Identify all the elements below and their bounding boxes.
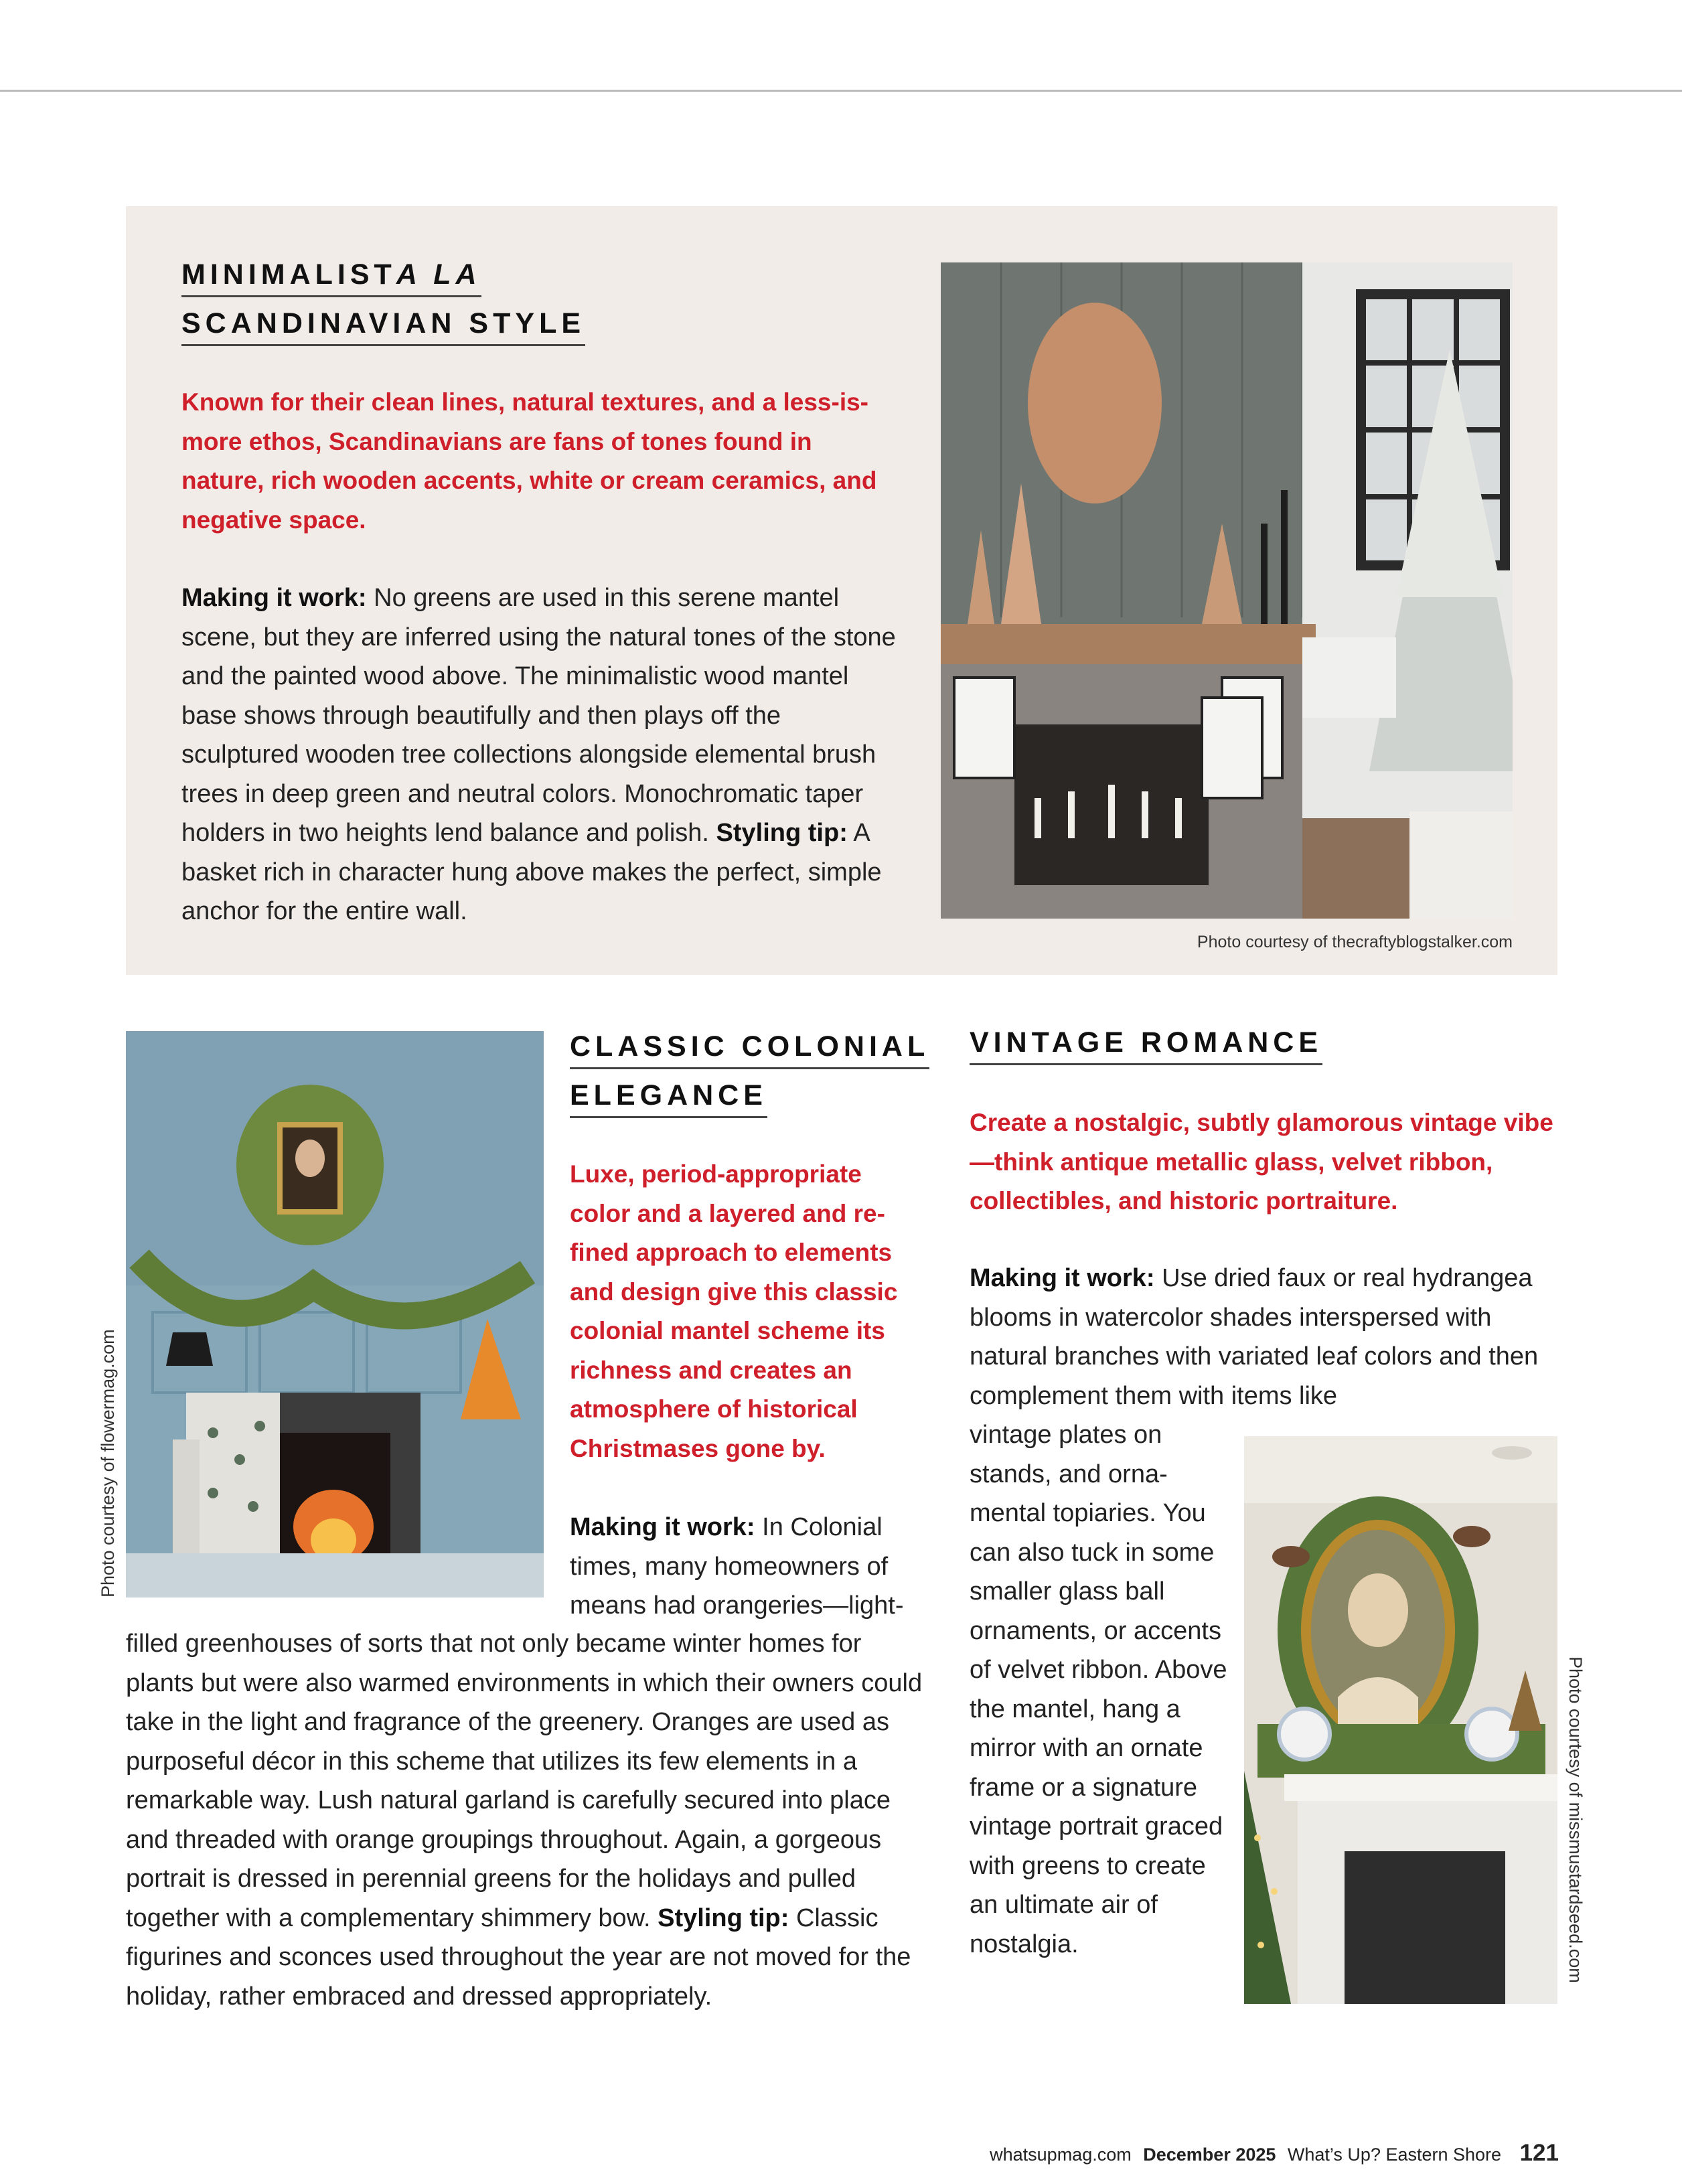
page-footer [990,2140,1559,2167]
body-text: No greens are used in this serene mantel scene, but they are inferred using the natural tones of the stone and the painted wood above. The minimalistic wood mantel base shows through beautifully and then plays off the sculptured wooden tree collections alongside elemental brush trees in deep green and neutral colors. Monochromatic taper holders in two heights lend balance and polish. [181,584,896,847]
colonial-body-wide [126,1624,924,2016]
scandinavian-photo-credit: Photo courtesy of thecraftyblogstalker.com [1197,933,1513,951]
vintage-body-narrow: vintage plates on stands, and ornamental topiaries. You can also tuck in some smaller glass ball ornaments, or accents of velvet ribbon. Above the mantel, hang a mirror with an ornate frame or a signature vintage portrait graced with greens to create an ultimate air of nostalgia. [970,1421,1227,1958]
body-text: filled greenhouses of sorts that not only became winter homes for plants but were also warmed environments in which their owners could take in the light and fragrance of the greenery. Oranges are used as purposeful décor in this scheme that utilizes its few elements in a remarkable way. Lush natural garland is carefully secured into place and threaded with orange groupings throughout. Again, a gorgeous portrait is dressed in perennial greens for the holidays and pulled together with a complementary shimmery bow. [126,1630,923,1932]
colonial-lead: Luxe, period-appropriate color and a layered and refined approach to elements and design give this classic colonial mantel scheme its richness and creates an atmosphere of historical Christmases gone by. [570,1160,898,1462]
body-text: In Colonial times, many homeowners of means had orangeries—light- [570,1513,904,1620]
colonial-body-intro [570,1508,921,1626]
heading-part-1: MINIMALIST [181,258,396,291]
scandinavian-lead: Known for their clean lines, natural textures, and a less-is-more ethos, Scandinavians are fans of tones found in nature, rich wooden accents, white or cream ceramics, and negative space. [181,388,877,534]
scandinavian-heading [181,256,585,354]
making-it-work-label: Making it work: [570,1513,755,1541]
footer-issue: December 2025 [1143,2144,1276,2165]
heading-part-2: A LA [396,258,481,291]
colonial-mantel-photo [126,1031,544,1597]
scandinavian-body [181,578,898,931]
colonial-heading [570,1028,929,1126]
top-rule [0,90,1682,92]
vintage-photo-credit: Photo courtesy of missmustardseed.com [1565,1656,1586,1983]
tip-text: Classic figurines and sconces used throughout the year are not moved for the holiday, rather embraced and dressed appropriately. [126,1903,911,2011]
footer-site: whatsupmag.com [990,2144,1132,2165]
heading-line-2: SCANDINAVIAN STYLE [181,305,585,346]
heading-line-1: CLASSIC COLONIAL [570,1028,929,1069]
vintage-heading [970,1024,1322,1073]
making-it-work-label: Making it work: [181,584,367,612]
colonial-photo-credit: Photo courtesy of flowermag.com [98,1329,118,1597]
making-it-work-label: Making it work: [970,1264,1155,1292]
styling-tip-label: Styling tip: [716,819,848,847]
vintage-lead: Create a nostalgic, subtly glamorous vintage vibe—think antique metallic glass, velvet ribbon, collectibles, and historic portraiture. [970,1109,1553,1215]
styling-tip-label: Styling tip: [658,1903,789,1932]
page-number: 121 [1519,2140,1559,2166]
vintage-mantel-photo [1244,1436,1557,2004]
body-text: Use dried faux or real hydrangea blooms in watercolor shades interspersed with natural branches with variated leaf colors and then complement them with items like [970,1264,1539,1410]
vintage-body-wide [970,1259,1559,1415]
heading-line-1: VINTAGE ROMANCE [970,1024,1322,1065]
footer-publication: What’s Up? Eastern Shore [1287,2144,1502,2165]
tip-text: A basket rich in character hung above makes the perfect, simple anchor for the entire wall. [181,819,882,925]
scandinavian-mantel-photo [941,262,1513,919]
heading-line-2: ELEGANCE [570,1077,767,1118]
